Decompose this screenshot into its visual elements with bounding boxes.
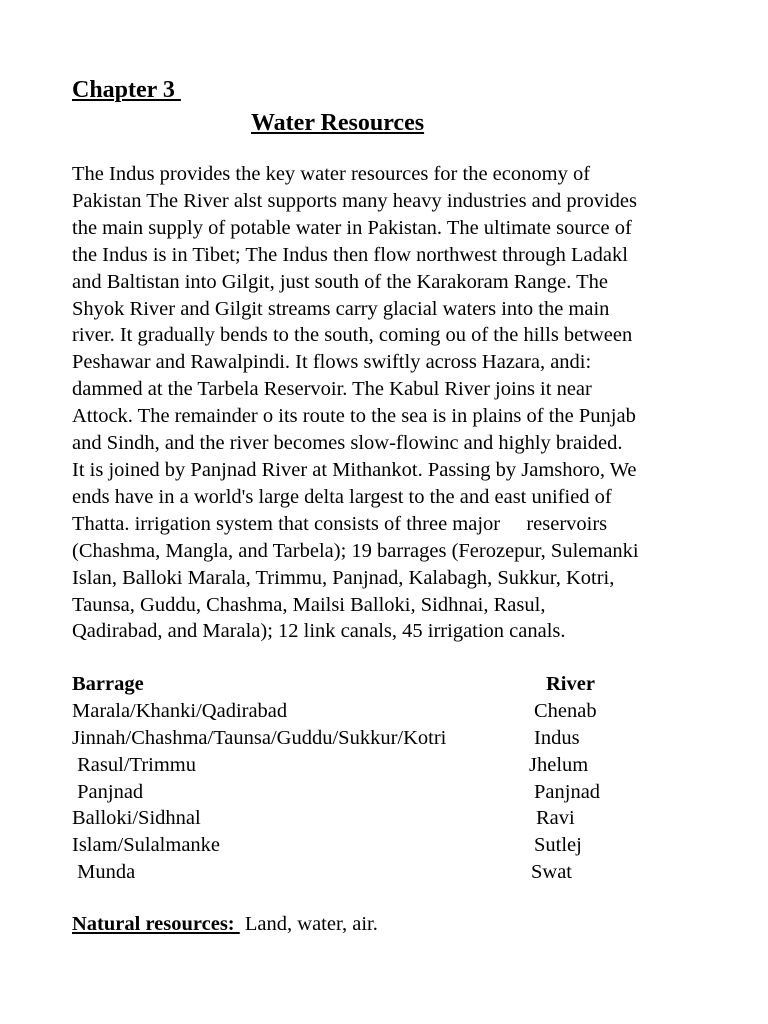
paragraph-line: river. It gradually bends to the south, coming ou of the hills between bbox=[72, 324, 633, 347]
natural-resources-label: Natural resources: bbox=[72, 913, 240, 935]
paragraph-line: Pakistan The River alst supports many heavy industries and provides bbox=[72, 189, 637, 212]
natural-resources-line bbox=[72, 911, 378, 938]
paragraph-line: and Sindh, and the river becomes slow-flowinc and highly braided. bbox=[72, 432, 623, 455]
table-row bbox=[72, 859, 632, 886]
table-header-row bbox=[72, 671, 632, 698]
paragraph-line: the Indus is in Tibet; The Indus then flow northwest through Ladakl bbox=[72, 243, 628, 266]
chapter-heading: Chapter 3 bbox=[72, 77, 181, 103]
river-cell: Sutlej bbox=[534, 834, 582, 857]
river-column-header: River bbox=[546, 673, 595, 695]
paragraph-line: Peshawar and Rawalpindi. It flows swiftly across Hazara, andi: bbox=[72, 351, 592, 374]
natural-resources-text: Land, water, air. bbox=[239, 913, 378, 935]
river-cell: Chenab bbox=[534, 699, 597, 722]
paragraph-line: Thatta. irrigation system that consists of three major reservoirs bbox=[72, 512, 587, 535]
page-title: Water Resources bbox=[251, 110, 425, 136]
table-row bbox=[72, 698, 632, 725]
barrage-cell: Jinnah/Chashma/Taunsa/Guddu/Sukkur/Kotri bbox=[72, 726, 447, 749]
barrage-cell: Munda bbox=[72, 861, 136, 884]
table-row bbox=[72, 725, 632, 752]
barrage-column-header: Barrage bbox=[72, 673, 144, 695]
barrage-river-table bbox=[72, 671, 632, 886]
river-cell: Panjnad bbox=[534, 780, 601, 803]
barrage-cell: Balloki/Sidhnal bbox=[72, 807, 201, 830]
barrage-cell: Rasul/Trimmu bbox=[72, 753, 196, 776]
paragraph-line: the main supply of potable water in Pakistan. The ultimate source of bbox=[72, 216, 632, 239]
river-cell: Ravi bbox=[536, 807, 575, 830]
body-paragraph bbox=[72, 161, 712, 645]
paragraph-line: Attock. The remainder o its route to the sea is in plains of the Punjab bbox=[72, 405, 636, 428]
paragraph-line: ends have in a world's large delta largest to the and east unified of bbox=[72, 485, 612, 508]
table-row bbox=[72, 779, 632, 806]
river-cell: Indus bbox=[534, 726, 580, 749]
barrage-cell: Panjnad bbox=[72, 780, 144, 803]
paragraph-line: Qadirabad, and Marala); 12 link canals, 45 irrigation canals. bbox=[72, 620, 566, 643]
paragraph-line: Islan, Balloki Marala, Trimmu, Panjnad, Kalabagh, Sukkur, Kotri, bbox=[72, 566, 615, 589]
table-row bbox=[72, 752, 632, 779]
table-row bbox=[72, 805, 632, 832]
barrage-cell: Marala/Khanki/Qadirabad bbox=[72, 699, 288, 722]
paragraph-line: Taunsa, Guddu, Chashma, Mailsi Balloki, Sidhnai, Rasul, bbox=[72, 593, 546, 616]
river-cell: Jhelum bbox=[529, 753, 589, 776]
barrage-cell: Islam/Sulalmanke bbox=[72, 834, 221, 857]
river-cell: Swat bbox=[531, 861, 572, 884]
paragraph-line: (Chashma, Mangla, and Tarbela); 19 barrages (Ferozepur, Sulemanki bbox=[72, 539, 639, 562]
table-row bbox=[72, 832, 632, 859]
paragraph-line: dammed at the Tarbela Reservoir. The Kabul River joins it near bbox=[72, 378, 592, 401]
paragraph-line: Shyok River and Gilgit streams carry glacial waters into the main bbox=[72, 297, 610, 320]
paragraph-line: The Indus provides the key water resources for the economy of bbox=[72, 163, 591, 185]
paragraph-line: and Baltistan into Gilgit, just south of the Karakoram Range. The bbox=[72, 270, 608, 293]
paragraph-line: It is joined by Panjnad River at Mithankot. Passing by Jamshoro, We bbox=[72, 458, 637, 481]
